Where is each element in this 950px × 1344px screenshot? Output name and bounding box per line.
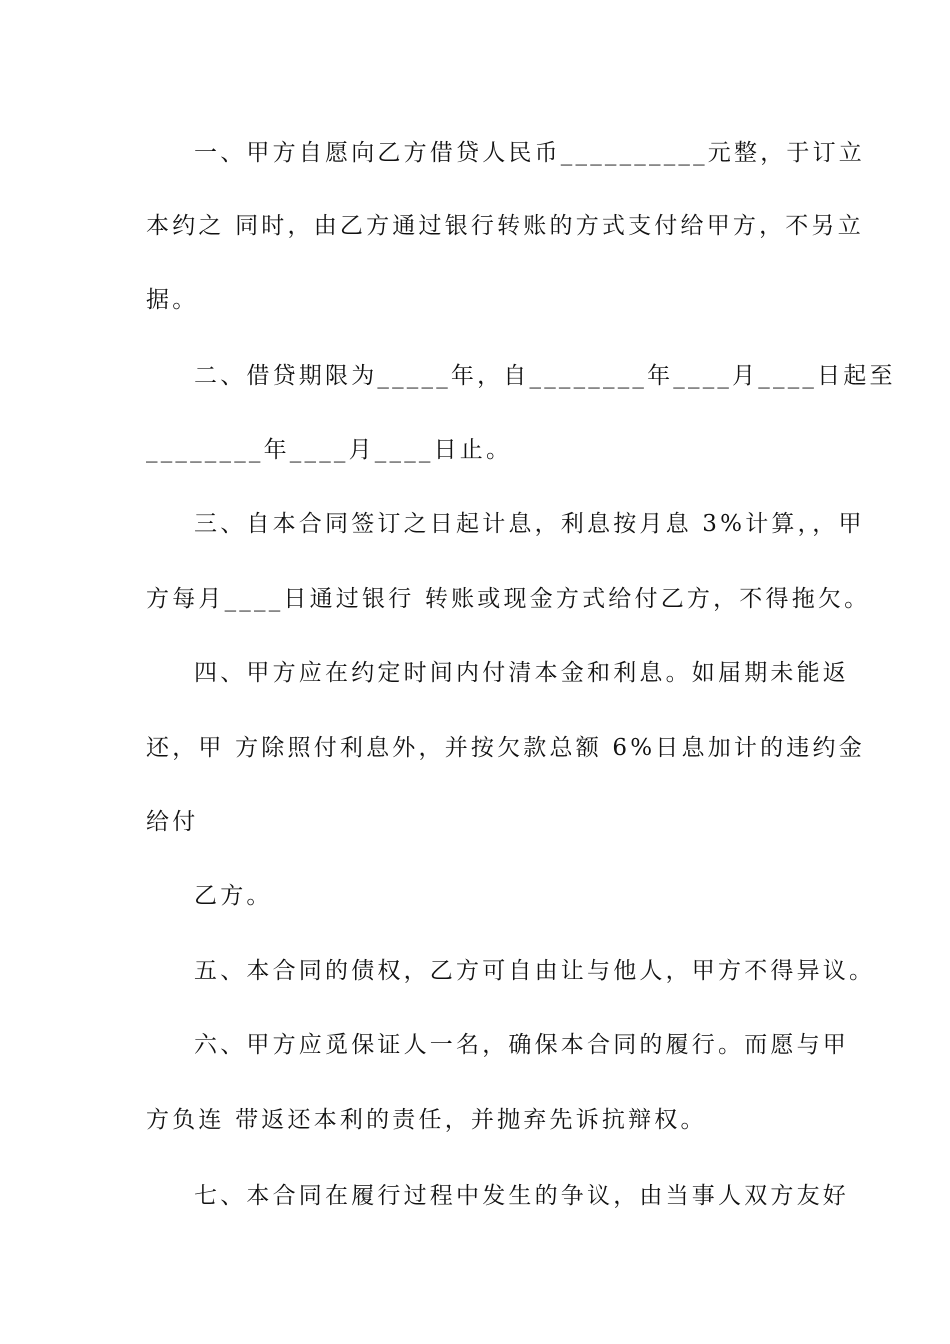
clause-6-line-2: 方负连 带返还本利的责任，并抛弃先诉抗辩权。 bbox=[146, 1107, 707, 1133]
clause-3-line-2: 方每月____日通过银行 转账或现金方式给付乙方，不得拖欠。 bbox=[146, 586, 871, 612]
clause-1-line-2: 本约之 同时，由乙方通过银行转账的方式支付给甲方，不另立 bbox=[146, 213, 864, 239]
clause-4-line-3: 给付 bbox=[146, 809, 199, 835]
clause-7-line-1: 七、本合同在履行过程中发生的争议，由当事人双方友好 bbox=[194, 1183, 849, 1209]
clause-2-line-1: 二、借贷期限为_____年，自________年____月____日起至 bbox=[194, 363, 896, 389]
clause-4-line-1: 四、甲方应在约定时间内付清本金和利息。如届期未能返 bbox=[194, 660, 849, 686]
clause-1-line-1: 一、甲方自愿向乙方借贷人民币__________元整，于订立 bbox=[194, 140, 865, 166]
clause-4-line-4: 乙方。 bbox=[194, 883, 273, 909]
clause-2-line-2: ________年____月____日止。 bbox=[146, 437, 513, 463]
clause-5-line-1: 五、本合同的债权，乙方可自由让与他人，甲方不得异议。 bbox=[194, 958, 876, 984]
clause-6-line-1: 六、甲方应觅保证人一名，确保本合同的履行。而愿与甲 bbox=[194, 1032, 849, 1058]
clause-3-line-1: 三、自本合同签订之日起计息，利息按月息 3%计算，，甲 bbox=[194, 511, 865, 537]
clause-1-line-3: 据。 bbox=[146, 287, 199, 313]
clause-4-line-2: 还，甲 方除照付利息外，并按欠款总额 6%日息加计的违约金 bbox=[146, 735, 865, 761]
